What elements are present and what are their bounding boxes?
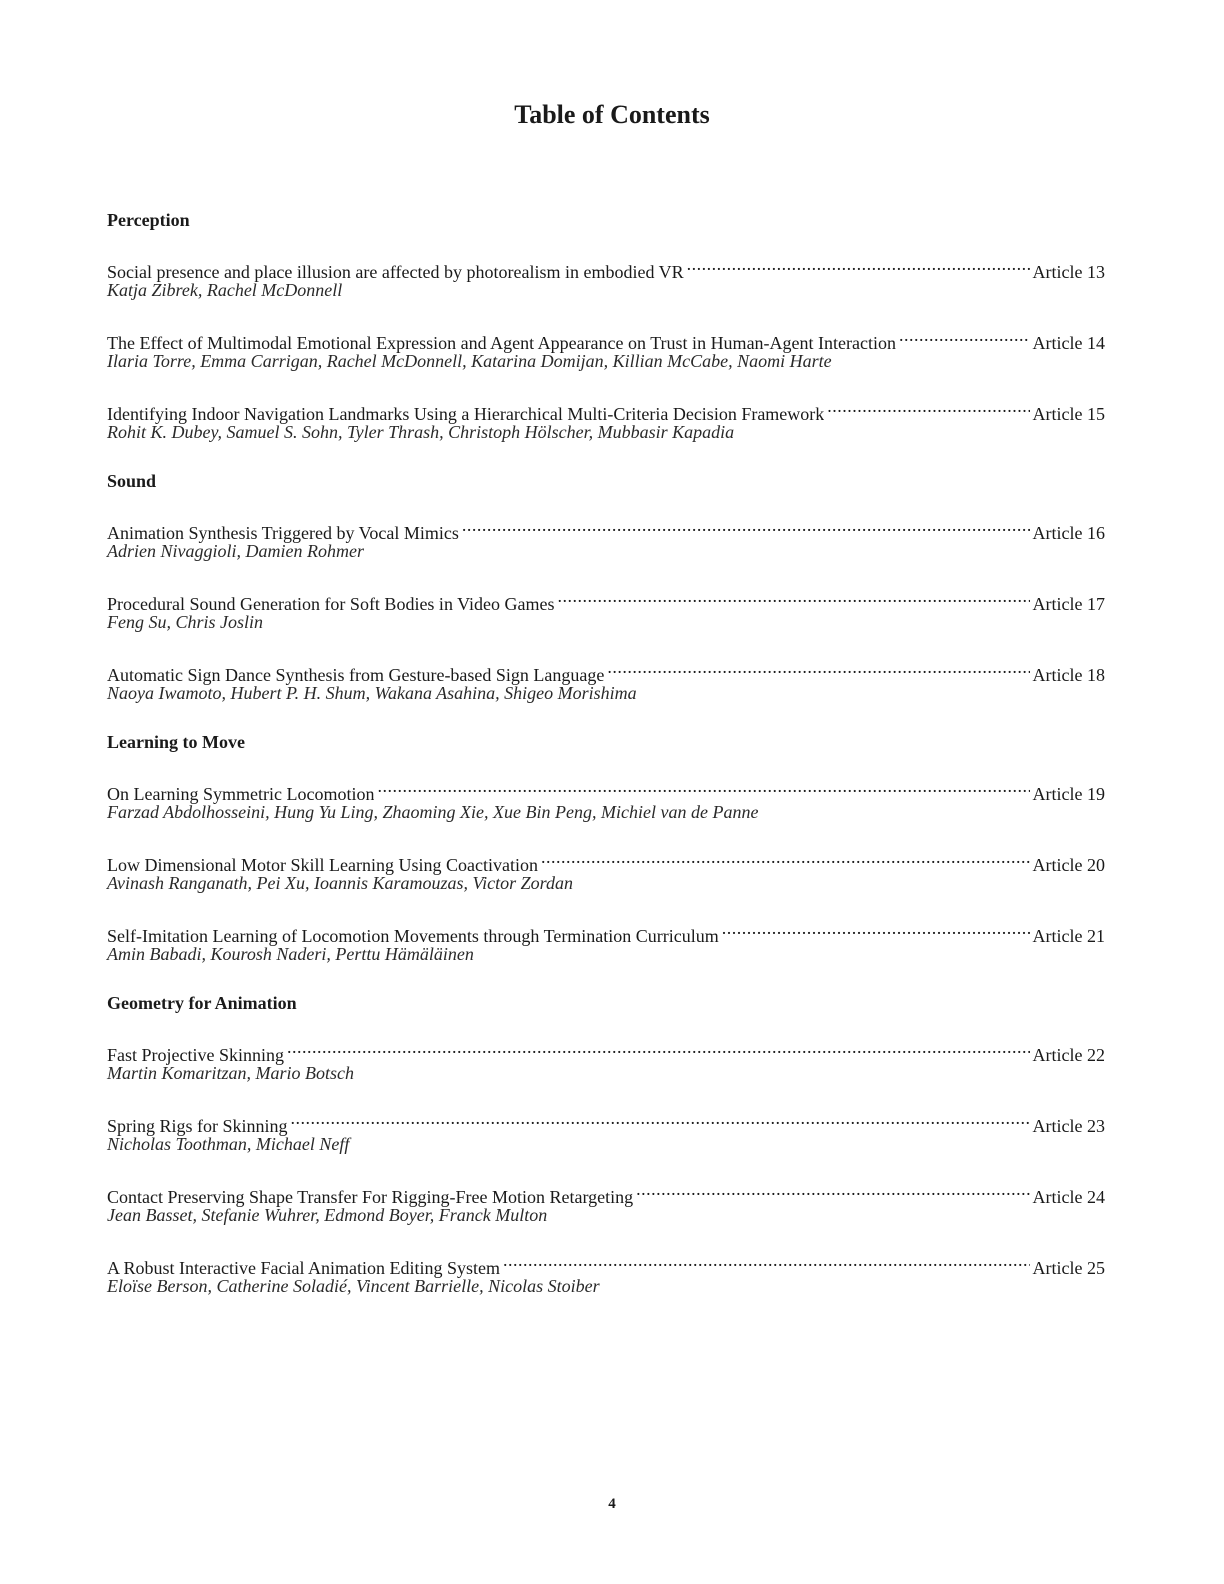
entry-title: Spring Rigs for Skinning xyxy=(107,1116,288,1136)
entry-authors: Farzad Abdolhosseini, Hung Yu Ling, Zhaoming Xie, Xue Bin Peng, Michiel van de Panne xyxy=(107,802,759,822)
article-number: Article 14 xyxy=(1032,333,1105,353)
dot-leader xyxy=(722,918,1030,942)
entry-authors: Rohit K. Dubey, Samuel S. Sohn, Tyler Thrash, Christoph Hölscher, Mubbasir Kapadia xyxy=(107,422,735,442)
entry-title: Animation Synthesis Triggered by Vocal Mimics xyxy=(107,523,459,543)
toc-entry xyxy=(107,1108,1105,1156)
entry-title: Contact Preserving Shape Transfer For Rigging-Free Motion Retargeting xyxy=(107,1187,634,1207)
toc-entry xyxy=(107,586,1105,634)
entry-authors: Katja Zibrek, Rachel McDonnell xyxy=(107,280,343,300)
entry-line[interactable] xyxy=(107,657,1105,685)
toc-section-learning-to-move xyxy=(107,729,1105,966)
section-heading: Learning to Move xyxy=(107,732,245,752)
entry-title: A Robust Interactive Facial Animation Editing System xyxy=(107,1258,500,1278)
entry-authors: Naoya Iwamoto, Hubert P. H. Shum, Wakana Asahina, Shigeo Morishima xyxy=(107,683,637,703)
entry-title: Social presence and place illusion are affected by photorealism in embodied VR xyxy=(107,262,684,282)
article-number: Article 22 xyxy=(1032,1045,1105,1065)
toc-entry xyxy=(107,776,1105,824)
page-number: 4 xyxy=(608,1496,616,1512)
dot-leader xyxy=(636,1179,1029,1203)
dot-leader xyxy=(377,776,1029,800)
dot-leader xyxy=(462,515,1030,539)
entry-authors: Ilaria Torre, Emma Carrigan, Rachel McDonnell, Katarina Domijan, Killian McCabe, Naomi Harte xyxy=(107,351,832,371)
section-heading: Geometry for Animation xyxy=(107,993,297,1013)
entry-line[interactable] xyxy=(107,254,1105,282)
article-number: Article 20 xyxy=(1032,855,1105,875)
toc-section-geometry-for-animation xyxy=(107,990,1105,1298)
dot-leader xyxy=(558,586,1030,610)
entry-authors: Nicholas Toothman, Michael Neff xyxy=(107,1134,350,1154)
dot-leader xyxy=(827,396,1029,420)
entry-authors: Jean Basset, Stefanie Wuhrer, Edmond Boyer, Franck Multon xyxy=(107,1205,548,1225)
entry-authors: Eloïse Berson, Catherine Soladié, Vincent Barrielle, Nicolas Stoiber xyxy=(107,1276,600,1296)
article-number: Article 25 xyxy=(1032,1258,1105,1278)
toc-entry xyxy=(107,1179,1105,1227)
article-number: Article 19 xyxy=(1032,784,1105,804)
toc-entry xyxy=(107,918,1105,966)
entry-line[interactable] xyxy=(107,396,1105,424)
table-of-contents xyxy=(107,207,1105,1322)
article-number: Article 23 xyxy=(1032,1116,1105,1136)
entry-line[interactable] xyxy=(107,1037,1105,1065)
entry-title: Automatic Sign Dance Synthesis from Gesture-based Sign Language xyxy=(107,665,605,685)
article-number: Article 13 xyxy=(1032,262,1105,282)
dot-leader xyxy=(899,325,1030,349)
entry-authors: Avinash Ranganath, Pei Xu, Ioannis Karamouzas, Victor Zordan xyxy=(107,873,573,893)
article-number: Article 24 xyxy=(1032,1187,1105,1207)
entry-line[interactable] xyxy=(107,586,1105,614)
toc-entry xyxy=(107,515,1105,563)
entry-authors: Feng Su, Chris Joslin xyxy=(107,612,263,632)
toc-entry xyxy=(107,847,1105,895)
toc-entry xyxy=(107,657,1105,705)
entry-authors: Adrien Nivaggioli, Damien Rohmer xyxy=(107,541,364,561)
entry-line[interactable] xyxy=(107,325,1105,353)
entry-title: Procedural Sound Generation for Soft Bodies in Video Games xyxy=(107,594,555,614)
entry-line[interactable] xyxy=(107,847,1105,875)
toc-entry xyxy=(107,1037,1105,1085)
toc-entry xyxy=(107,254,1105,302)
article-number: Article 16 xyxy=(1032,523,1105,543)
entry-authors: Amin Babadi, Kourosh Naderi, Perttu Hämäläinen xyxy=(107,944,474,964)
dot-leader xyxy=(291,1108,1030,1132)
entry-title: Self-Imitation Learning of Locomotion Movements through Termination Curriculum xyxy=(107,926,719,946)
entry-line[interactable] xyxy=(107,776,1105,804)
article-number: Article 21 xyxy=(1032,926,1105,946)
entry-line[interactable] xyxy=(107,1108,1105,1136)
dot-leader xyxy=(541,847,1030,871)
toc-entry xyxy=(107,1250,1105,1298)
toc-entry xyxy=(107,325,1105,373)
article-number: Article 15 xyxy=(1032,404,1105,424)
dot-leader xyxy=(687,254,1030,278)
article-number: Article 17 xyxy=(1032,594,1105,614)
dot-leader xyxy=(607,657,1029,681)
entry-line[interactable] xyxy=(107,515,1105,543)
dot-leader xyxy=(503,1250,1030,1274)
entry-authors: Martin Komaritzan, Mario Botsch xyxy=(107,1063,355,1083)
dot-leader xyxy=(287,1037,1030,1061)
entry-line[interactable] xyxy=(107,1250,1105,1278)
entry-title: Low Dimensional Motor Skill Learning Using Coactivation xyxy=(107,855,538,875)
toc-section-sound xyxy=(107,468,1105,705)
section-heading: Perception xyxy=(107,210,190,230)
entry-title: On Learning Symmetric Locomotion xyxy=(107,784,375,804)
entry-line[interactable] xyxy=(107,1179,1105,1207)
entry-title: Identifying Indoor Navigation Landmarks Using a Hierarchical Multi-Criteria Decision Framework xyxy=(107,404,825,424)
entry-title: The Effect of Multimodal Emotional Expression and Agent Appearance on Trust in Human-Agent Interaction xyxy=(107,333,896,353)
toc-entry xyxy=(107,396,1105,444)
section-heading: Sound xyxy=(107,471,157,491)
entry-title: Fast Projective Skinning xyxy=(107,1045,284,1065)
toc-section-perception xyxy=(107,207,1105,444)
page-title: Table of Contents xyxy=(514,100,710,129)
article-number: Article 18 xyxy=(1032,665,1105,685)
entry-line[interactable] xyxy=(107,918,1105,946)
